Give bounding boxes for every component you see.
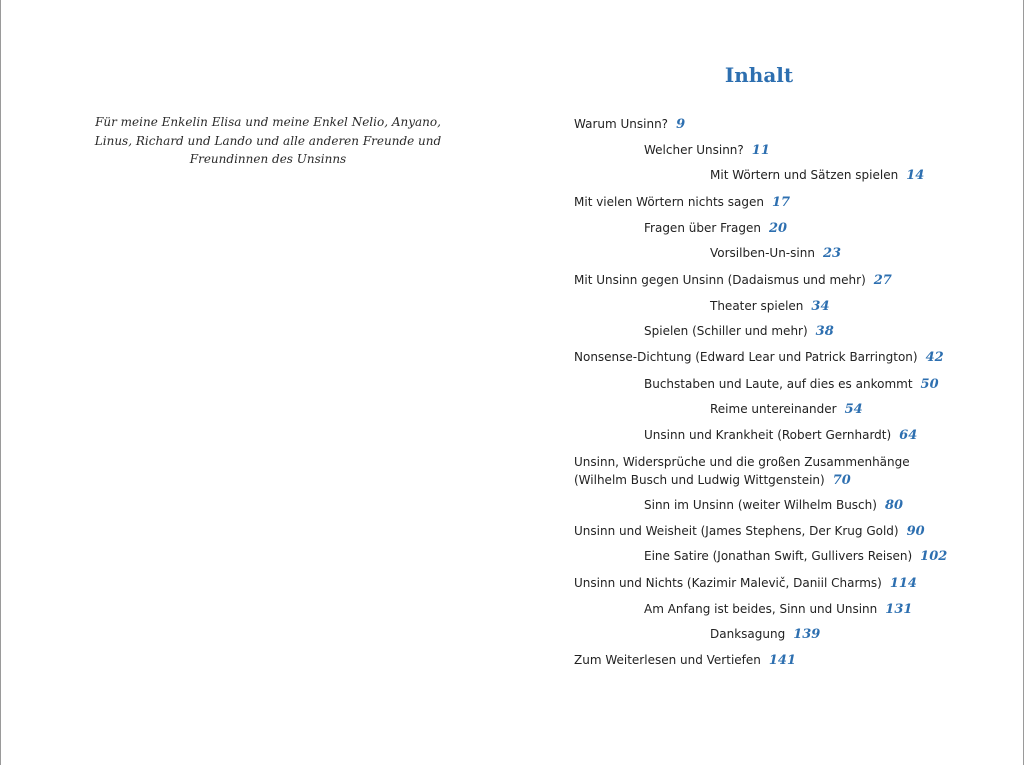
toc-page-number: 17: [771, 195, 791, 210]
toc-entry: [644, 375, 939, 394]
toc-title-bold: halt: [748, 63, 794, 87]
toc-entry: [574, 348, 944, 367]
toc-entry-text: Zum Weiterlesen und Vertiefen: [574, 653, 761, 667]
toc-entry-text: Eine Satire (Jonathan Swift, Gullivers Reisen): [644, 549, 913, 563]
toc-entry: [644, 219, 787, 238]
dedication-line: Linus, Richard und Lando und alle anderen Freunde und: [94, 133, 442, 148]
toc-entry-text: Spielen (Schiller und mehr): [644, 324, 808, 338]
toc-entry-text: Unsinn und Krankheit (Robert Gernhardt): [644, 428, 892, 442]
toc-page-number: 64: [899, 428, 918, 443]
toc-title-light: In: [724, 63, 749, 87]
toc-page-number: 80: [884, 498, 904, 513]
toc-page-number: 54: [844, 402, 863, 417]
toc-entry: [644, 547, 947, 566]
toc-entry-text: Buchstaben und Laute, auf dies es ankommt: [644, 377, 913, 391]
toc-entry: [574, 453, 910, 490]
toc-page-number: 70: [832, 473, 851, 488]
toc-entry-text: Am Anfang ist beides, Sinn und Unsinn: [644, 602, 878, 616]
toc-page-number: 42: [925, 350, 944, 365]
toc-page-number: 90: [906, 524, 925, 539]
toc-entry: [644, 141, 770, 160]
toc-page-number: 131: [885, 602, 913, 617]
toc-entry-text: Mit vielen Wörtern nichts sagen: [574, 195, 764, 209]
toc-entry: [644, 496, 903, 515]
toc-entry-text: Reime untereinander: [710, 402, 837, 416]
toc-entry-text: Nonsense-Dichtung (Edward Lear und Patrick Barrington): [574, 350, 918, 364]
toc-page-number: 114: [889, 576, 917, 591]
dedication-line: Freundinnen des Unsinns: [189, 152, 347, 167]
toc-entry-text: Welcher Unsinn?: [644, 143, 744, 157]
toc-page-number: 38: [815, 324, 834, 339]
toc-page-number: 23: [822, 246, 842, 261]
toc-entry-text: Mit Unsinn gegen Unsinn (Dadaismus und mehr): [574, 273, 866, 287]
toc-entry: [710, 166, 924, 185]
toc-entry: [710, 297, 830, 316]
toc-entry: [710, 400, 863, 419]
toc-page-number: 102: [920, 549, 948, 564]
toc-entry: [644, 426, 917, 445]
toc-page-number: 27: [873, 273, 892, 288]
toc-entry-text: Theater spielen: [710, 299, 804, 313]
toc-entry: [644, 322, 834, 341]
toc-entry-text: Danksagung: [710, 627, 786, 641]
toc-entry: [574, 271, 892, 290]
toc-entry-text: Unsinn und Nichts (Kazimir Malevič, Daniil Charms): [574, 576, 882, 590]
dedication: [70, 113, 466, 169]
toc-entry-text: Unsinn, Widersprüche und die großen Zusammenhänge: [574, 455, 910, 469]
toc-entry: [574, 651, 796, 670]
toc-entry-text: (Wilhelm Busch und Ludwig Wittgenstein): [574, 473, 825, 487]
toc-page-number: 20: [769, 221, 788, 236]
toc-page-number: 9: [676, 117, 686, 132]
toc-entry-text: Warum Unsinn?: [574, 117, 669, 131]
toc-page-number: 141: [768, 653, 797, 668]
toc-entry-text: Vorsilben-Un-sinn: [710, 246, 815, 260]
toc-page-number: 14: [906, 168, 925, 183]
toc-page-number: 34: [811, 299, 830, 314]
toc-title: [574, 63, 944, 87]
toc-entry: [710, 244, 841, 263]
toc-entry: [710, 625, 820, 644]
toc-entry: [574, 193, 790, 212]
dedication-line: Für meine Enkelin Elisa und meine Enkel Nelio, Anyano,: [95, 115, 441, 129]
toc-entry-text: Sinn im Unsinn (weiter Wilhelm Busch): [644, 498, 877, 512]
toc-entry-text: Unsinn und Weisheit (James Stephens, Der Krug Gold): [574, 524, 899, 538]
toc-page-number: 50: [920, 377, 939, 392]
toc-page-number: 139: [793, 627, 821, 642]
toc-entry: [644, 600, 912, 619]
toc-entry: [574, 574, 917, 593]
toc-page-number: 11: [751, 143, 770, 158]
toc-entry-text: Fragen über Fragen: [644, 221, 762, 235]
toc-entry: [574, 522, 925, 541]
toc-entry-text: Mit Wörtern und Sätzen spielen: [710, 168, 899, 182]
toc-entry: [574, 115, 685, 134]
